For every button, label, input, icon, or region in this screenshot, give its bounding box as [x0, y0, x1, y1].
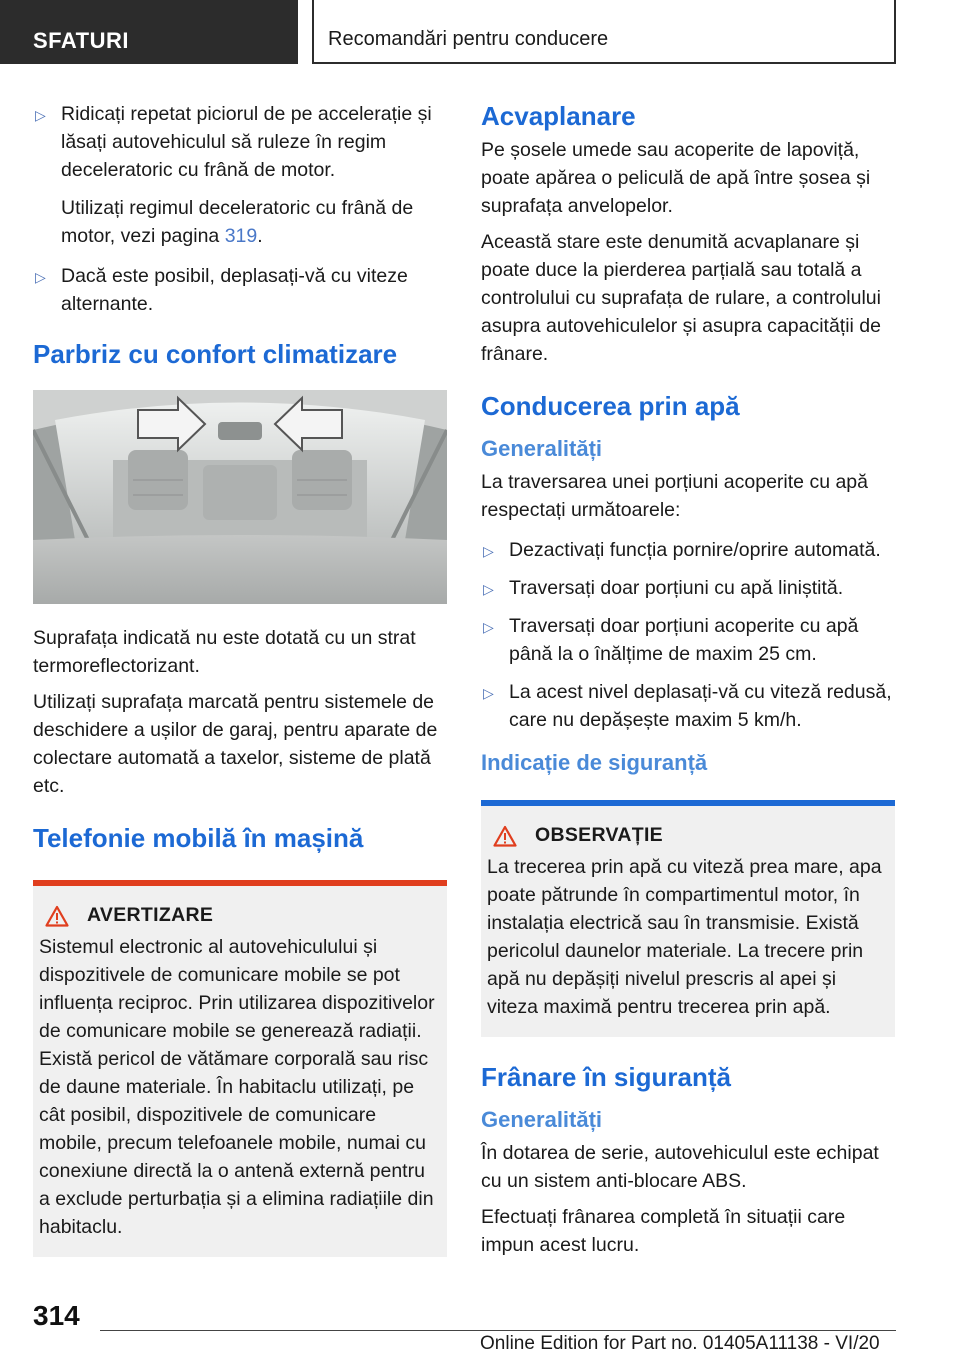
warning-box [33, 880, 447, 1257]
header-section-label: SFATURI [33, 28, 129, 53]
triangle-bullet-icon: ▷ [483, 685, 494, 701]
triangle-bullet-icon: ▷ [483, 619, 494, 635]
paragraph-utilizati: Utilizați suprafața marcată pentru sistemele de deschidere a ușilor de garaj, pentru aparate de colectare automată a taxelor, sisteme de plată etc. [33, 691, 438, 797]
notice-title: OBSERVAȚIE [535, 824, 663, 846]
footer-divider [100, 1330, 896, 1331]
bullet-text: Traversați doar porțiuni acoperite cu apă până la o înălțime de maxim 25 cm. [509, 615, 859, 665]
paragraph-suprafata: Suprafața indicată nu este dotată cu un strat termoreflectorizant. [33, 627, 416, 677]
heading-acvaplanare: Acvaplanare [481, 101, 636, 131]
list-item [481, 612, 895, 668]
page-link[interactable]: 319 [224, 225, 258, 247]
triangle-bullet-icon: ▷ [35, 107, 46, 123]
bullet-text: Dacă este posibil, deplasați-vă cu viteze alternante. [61, 265, 408, 315]
list-item [481, 678, 895, 734]
warning-title: AVERTIZARE [87, 904, 214, 926]
subheading-indicatie: Indicație de siguranță [481, 750, 708, 775]
notice-triangle-icon [493, 825, 517, 847]
warning-header [39, 904, 441, 927]
triangle-bullet-icon: ▷ [35, 269, 46, 285]
bullet-continuation [33, 194, 447, 250]
paragraph-dotarea: În dotarea de serie, autovehiculul este echipat cu un sistem anti-blocare ABS. [481, 1142, 879, 1192]
subheading-generalitati-2: Generalități [481, 1107, 603, 1132]
left-column [33, 100, 447, 1257]
heading-franare: Frânare în siguranță [481, 1062, 731, 1092]
warning-text: Sistemul electronic al autovehiculului și dispozitivele de comunicare mobile se pot influența reciproc. Prin utilizarea dispozitivelor de comunicare mobile se generează radiații. Există pericol de vătămare corporală sau risc de daune materiale. În habitaclu utilizați, pe cât posibil, dispozitivele de comunicare mobile, precum telefoanele mobile, numai cu conexiune directă la o antenă externă pentru a exclude perturbația și a elimina radiațiile din habitaclu. [39, 936, 435, 1238]
bullet-text: La acest nivel deplasați-vă cu viteză redusă, care nu depășește maxim 5 km/h. [509, 681, 892, 731]
paragraph-traversarea: La traversarea unei porțiuni acoperite cu apă respectați următoarele: [481, 471, 868, 521]
heading-parbriz: Parbriz cu confort climatizare [33, 339, 398, 369]
notice-text: La trecerea prin apă cu viteză prea mare, apa poate pătrunde în compartimentul motor, în instalația electrică sau în transmisie. Există pericolul daunelor materiale. La trecere prin apă nu depășiți nivelul prescris al apei și viteza maximă pentru trecerea prin apă. [487, 856, 882, 1018]
continuation-suffix: . [257, 225, 263, 247]
triangle-bullet-icon: ▷ [483, 543, 494, 559]
warning-triangle-icon [45, 905, 69, 927]
list-item [33, 100, 447, 184]
bullet-text: Dezactivați funcția pornire/oprire automată. [509, 539, 881, 561]
continuation-text: Utilizați regimul deceleratoric cu frână de motor, vezi pagina [61, 197, 414, 247]
right-column [481, 100, 895, 1267]
paragraph-efectuati: Efectuați frânarea completă în situații care impun acest lucru. [481, 1206, 846, 1256]
header-section-tab [0, 0, 298, 64]
list-item [481, 574, 895, 602]
page-number: 314 [33, 1300, 80, 1331]
list-item [481, 536, 895, 564]
bullet-text: Ridicați repetat piciorul de pe accelerație și lăsați autovehiculul să ruleze în regim deceleratoric cu frână de motor. [61, 103, 432, 181]
notice-header [487, 824, 889, 847]
list-item [33, 262, 447, 318]
paragraph-acva-1: Pe șosele umede sau acoperite de lapoviță, poate apărea o peliculă de apă între șosea și suprafața anvelopelor. [481, 139, 871, 217]
triangle-bullet-icon: ▷ [483, 581, 494, 597]
footer-edition: Online Edition for Part no. 01405A11138 - VI/20 [480, 1333, 880, 1354]
notice-box [481, 800, 895, 1037]
bullet-text: Traversați doar porțiuni cu apă liniștită. [509, 577, 844, 599]
subheading-generalitati: Generalități [481, 436, 603, 461]
windshield-illustration [33, 390, 447, 604]
heading-conducerea: Conducerea prin apă [481, 391, 740, 421]
heading-telefonie: Telefonie mobilă în mașină [33, 823, 364, 853]
header-title: Recomandări pentru conducere [328, 28, 609, 50]
header-title-box [312, 0, 896, 64]
paragraph-acva-2: Această stare este denumită acvaplanare și poate duce la pierderea parțială sau totală a controlului cu suprafața de rulare, a controlului asupra autovehiculelor și asupra capacității de frânare. [481, 231, 881, 365]
